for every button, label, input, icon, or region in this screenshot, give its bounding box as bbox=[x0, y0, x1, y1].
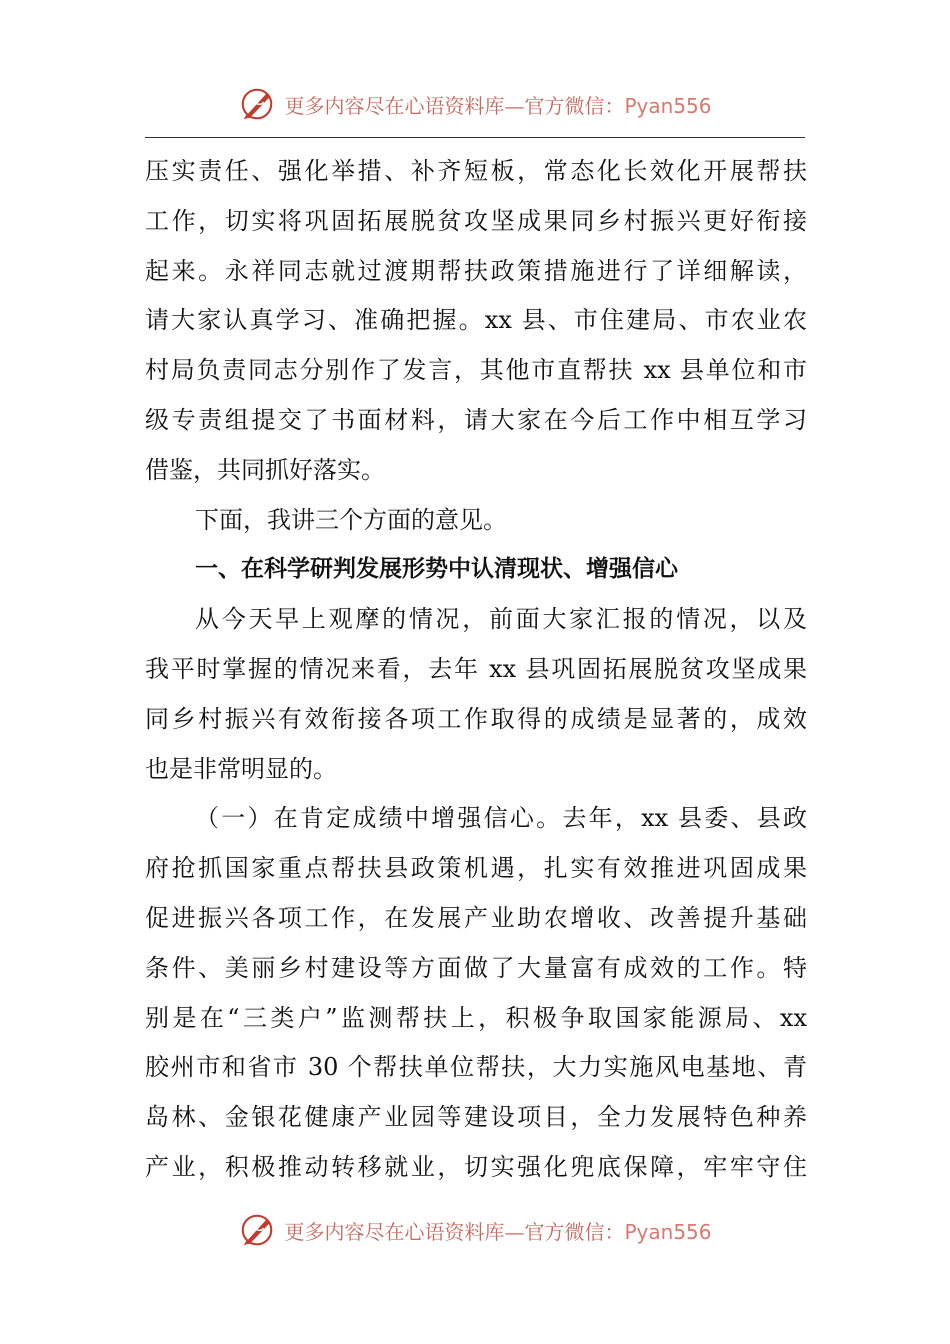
section-heading: 一、在科学研判发展形势中认清现状、增强信心 bbox=[195, 556, 678, 583]
text-line: 起来。永祥同志就过渡期帮扶政策措施进行了详细解读， bbox=[145, 256, 807, 285]
text-line: 压实责任、强化举措、补齐短板，常态化长效化开展帮扶 bbox=[145, 157, 807, 185]
text-line: （一）在肯定成绩中增强信心。去年，xx 县委、县政 bbox=[195, 804, 807, 833]
text-line: 借鉴，共同抓好落实。 bbox=[145, 455, 385, 484]
watermark-banner-top bbox=[0, 82, 950, 126]
pen-logo-icon bbox=[238, 1211, 276, 1249]
text-line: 府抢抓国家重点帮扶县政策机遇，扎实有效推进巩固成果 bbox=[145, 854, 807, 883]
text-line: 条件、美丽乡村建设等方面做了大量富有成效的工作。特 bbox=[145, 953, 807, 982]
text-line: 村局负责同志分别作了发言，其他市直帮扶 xx 县单位和市 bbox=[145, 356, 807, 385]
text-line: 岛林、金银花健康产业园等建设项目，全力发展特色种养 bbox=[145, 1103, 807, 1132]
text-line: 我平时掌握的情况来看，去年 xx 县巩固拓展脱贫攻坚成果 bbox=[145, 654, 807, 683]
header-rule bbox=[145, 137, 805, 138]
text-line: 胶州市和省市 30 个帮扶单位帮扶，大力实施风电基地、青 bbox=[145, 1053, 807, 1082]
text-line: 下面，我讲三个方面的意见。 bbox=[195, 505, 507, 534]
text-line: 从今天早上观摩的情况，前面大家汇报的情况，以及 bbox=[195, 605, 807, 634]
text-line: 请大家认真学习、准确把握。xx 县、市住建局、市农业农 bbox=[145, 306, 807, 335]
text-line: 级专责组提交了书面材料，请大家在今后工作中相互学习 bbox=[145, 405, 807, 434]
watermark-text: 更多内容尽在心语资料库—官方微信：Pyan556 bbox=[284, 93, 712, 118]
text-line: 同乡村振兴有效衔接各项工作取得的成绩是显著的，成效 bbox=[145, 704, 807, 733]
text-line: 工作，切实将巩固拓展脱贫攻坚成果同乡村振兴更好衔接 bbox=[145, 206, 807, 235]
text-line: 也是非常明显的。 bbox=[145, 754, 337, 783]
watermark-banner-bottom bbox=[0, 1208, 950, 1252]
text-line: 产业，积极推动转移就业，切实强化兜底保障，牢牢守住 bbox=[145, 1152, 807, 1181]
pen-logo-icon bbox=[238, 85, 276, 123]
text-line: 促进振兴各项工作，在发展产业助农增收、改善提升基础 bbox=[145, 903, 807, 932]
document-body bbox=[145, 147, 807, 1193]
text-line: 别是在“三类户”监测帮扶上，积极争取国家能源局、xx bbox=[145, 1003, 807, 1032]
watermark-text: 更多内容尽在心语资料库—官方微信：Pyan556 bbox=[284, 1219, 712, 1244]
